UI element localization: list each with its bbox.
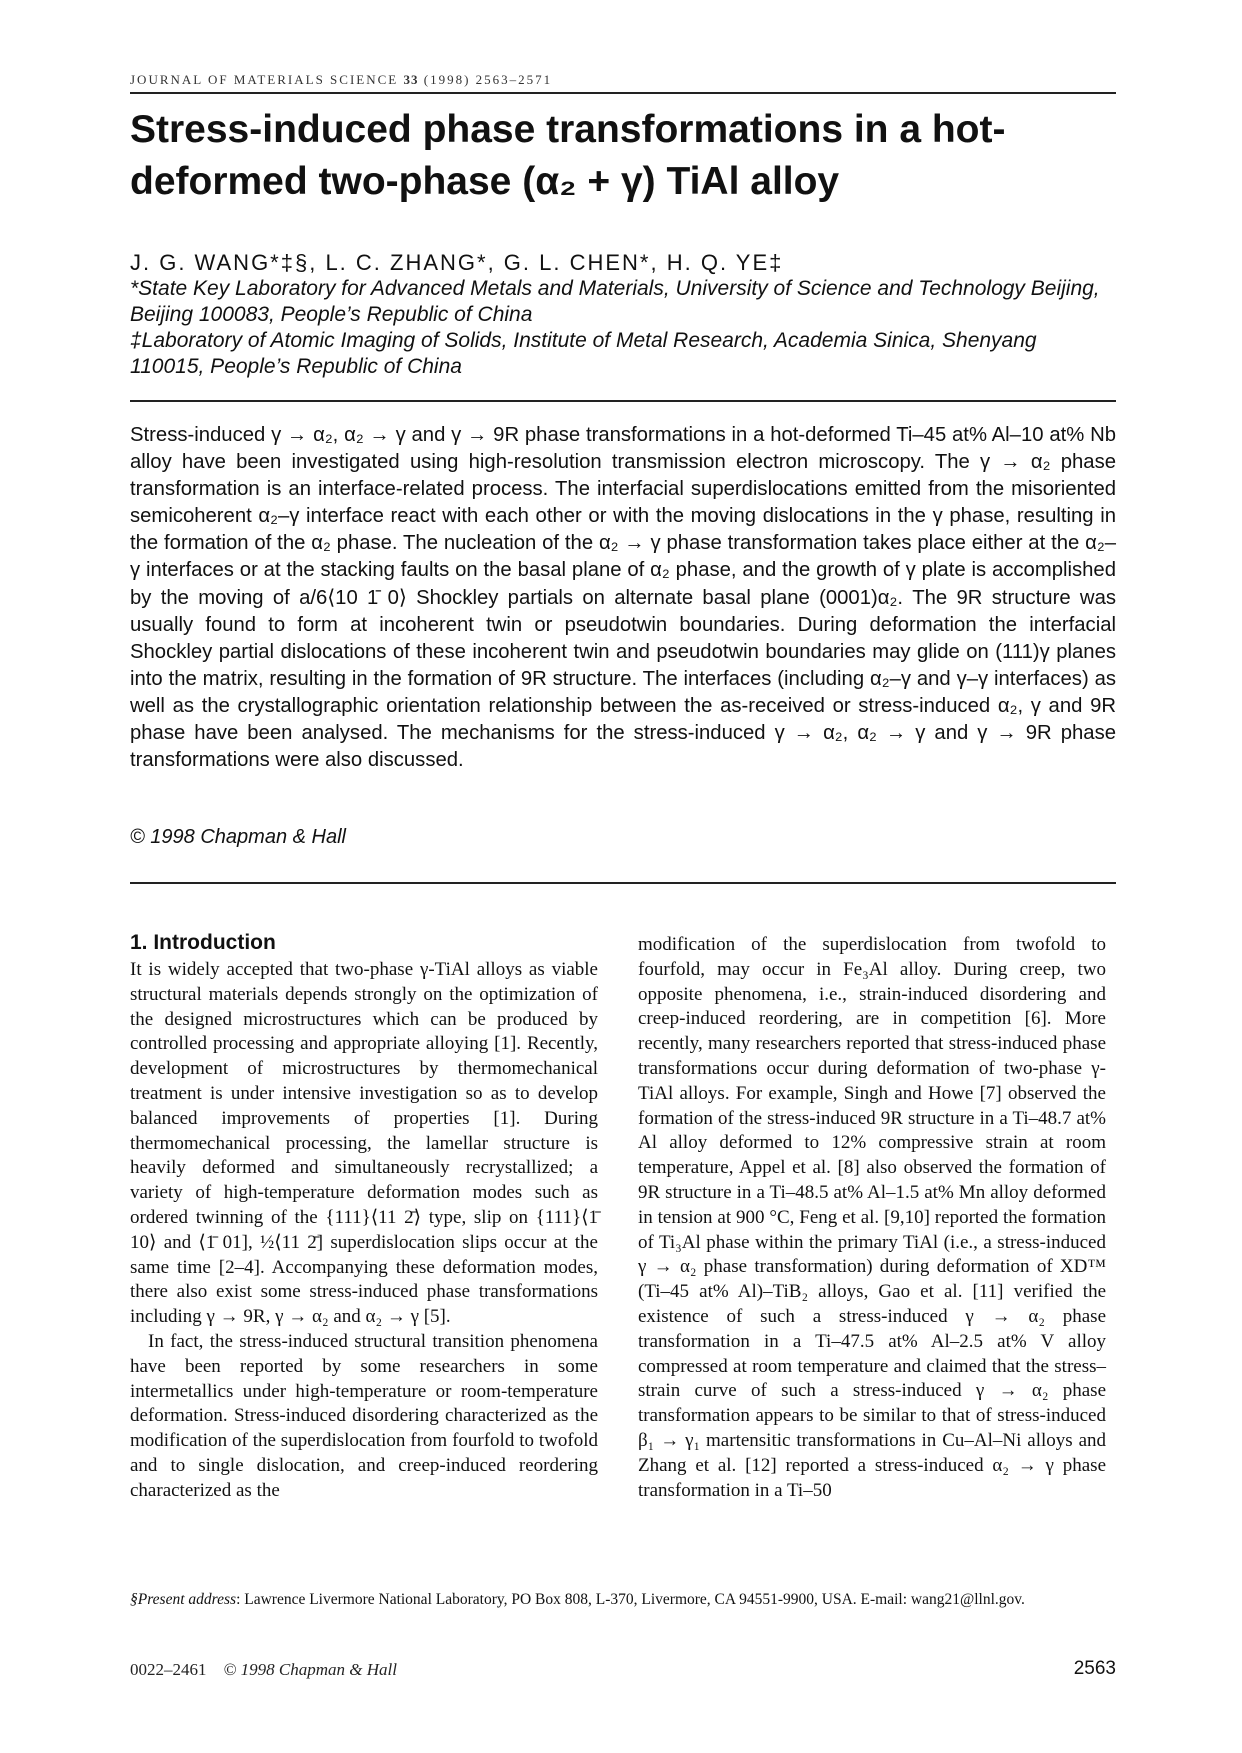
- intro-paragraph-2: In fact, the stress-induced structural transition phenomena have been reported by some researchers in some intermetallics under high-temperature or room-temperature deformation. Stress-induced disordering characterized as the modification of the superdislocation from fourfold to twofold and to single dislocation, and creep-induced reordering characterized as the: [130, 1330, 598, 1501]
- running-head: [130, 72, 1116, 88]
- section-heading: 1. Introduction: [130, 931, 276, 954]
- affiliation-2: ‡Laboratory of Atomic Imaging of Solids, Institute of Metal Research, Academia Sinica, Shenyang 110015, People’s Republic of China: [130, 329, 1037, 378]
- journal-volume: 33: [403, 72, 419, 87]
- affiliation-1: *State Key Laboratory for Advanced Metals and Materials, University of Science and Technology Beijing, Beijing 100083, People’s Republic of China: [130, 277, 1100, 326]
- abstract-bottom-rule: [130, 882, 1116, 884]
- body-column-left: [130, 930, 598, 1504]
- footnote-text: : Lawrence Livermore National Laboratory, PO Box 808, L-370, Livermore, CA 94551-9900, USA. E-mail: wang21@llnl.gov.: [236, 1591, 1025, 1608]
- abstract-copyright: © 1998 Chapman & Hall: [130, 826, 346, 848]
- footnote-label: §Present address: [130, 1591, 237, 1608]
- footnote: [130, 1590, 1116, 1610]
- abstract-top-rule: [130, 400, 1116, 402]
- footer-copyright: © 1998 Chapman & Hall: [223, 1660, 397, 1679]
- journal-year-pages: (1998) 2563–2571: [423, 72, 553, 87]
- page-footer-left: [130, 1660, 397, 1680]
- issn: 0022–2461: [130, 1660, 207, 1679]
- intro-paragraph-1: It is widely accepted that two-phase γ-TiAl alloys as viable structural materials depends strongly on the optimization of the designed microstructures which can be produced by controlled processing and appropriate alloying [1]. Recently, development of microstructures by thermomechanical treatment is under intensive investigation so as to develop balanced improvements of properties [1]. During thermomechanical processing, the lamellar structure is heavily deformed and simultaneously recrystallized; a variety of high-temperature deformation modes such as ordered twinning of the {111}⟨11 2̄⟩ type, slip on {111}⟨1̄ 10⟩ and ⟨1̄ 01], ½⟨11 2̄] superdislocation slips occur at the same time [2–4]. Accompanying these deformation modes, there also exist some stress-induced phase transformations including γ → 9R, γ → α₂ and α₂ → γ [5].: [130, 959, 598, 1328]
- author-list: J. G. WANG*‡§, L. C. ZHANG*, G. L. CHEN*, H. Q. YE‡: [130, 250, 784, 275]
- title-line-2: deformed two-phase (α₂ + γ) TiAl alloy: [130, 160, 840, 203]
- title-line-1: Stress-induced phase transformations in a hot-: [130, 108, 1006, 151]
- body-column-right: [638, 933, 1106, 1503]
- page-number: 2563: [1073, 1658, 1116, 1679]
- journal-name: JOURNAL OF MATERIALS SCIENCE: [130, 72, 399, 87]
- header-rule: [130, 92, 1116, 94]
- abstract: Stress-induced γ → α₂, α₂ → γ and γ → 9R phase transformations in a hot-deformed Ti–45 at% Al–10 at% Nb alloy have been investigated using high-resolution transmission electron microscopy. The γ → α₂ phase transformation is an interface-related process. The interfacial superdislocations emitted from the misoriented semicoherent α₂–γ interface react with each other or with the moving dislocations in the γ phase, resulting in the formation of the α₂ phase. The nucleation of the α₂ → γ phase transformation takes place either at the α₂–γ interfaces or at the stacking faults on the basal plane of α₂ phase, and the growth of γ plate is accomplished by the moving of a/6⟨10 1̄ 0⟩ Shockley partials on alternate basal plane (0001)α₂. The 9R structure was usually found to form at incoherent twin or pseudotwin boundaries. During deformation the interfacial Shockley partial dislocations of these incoherent twin and pseudotwin boundaries may glide on (111)γ planes into the matrix, resulting in the formation of 9R structure. The interfaces (including α₂–γ and γ–γ interfaces) as well as the crystallographic orientation relationship between the as-received or stress-induced α₂, γ and 9R phase have been analysed. The mechanisms for the stress-induced γ → α₂, α₂ → γ and γ → 9R phase transformations were also discussed.: [130, 424, 1116, 772]
- article-title: [130, 104, 1116, 208]
- intro-paragraph-3: modification of the superdislocation from twofold to fourfold, may occur in Fe₃Al alloy. During creep, two opposite phenomena, i.e., strain-induced disordering and creep-induced reordering, are in competition [6]. More recently, many researchers reported that stress-induced phase transformations occur during deformation of two-phase γ-TiAl alloys. For example, Singh and Howe [7] observed the formation of the stress-induced 9R structure in a Ti–48.7 at% Al alloy deformed to 12% compressive strain at room temperature, Appel et al. [8] also observed the formation of 9R structure in a Ti–48.5 at% Al–1.5 at% Mn alloy deformed in tension at 900 °C, Feng et al. [9,10] reported the formation of Ti₃Al phase within the primary TiAl (i.e., a stress-induced γ → α₂ phase transformation) during deformation of XD™ (Ti–45 at% Al)–TiB₂ alloys, Gao et al. [11] verified the existence of such a stress-induced γ → α₂ phase transformation in a Ti–47.5 at% Al–2.5 at% V alloy compressed at room temperature and claimed that the stress–strain curve of such a stress-induced γ → α₂ phase transformation appears to be similar to that of stress-induced β₁ → γ₁ martensitic transformations in Cu–Al–Ni alloys and Zhang et al. [12] reported a stress-induced α₂ → γ phase transformation in a Ti–50: [638, 934, 1106, 1501]
